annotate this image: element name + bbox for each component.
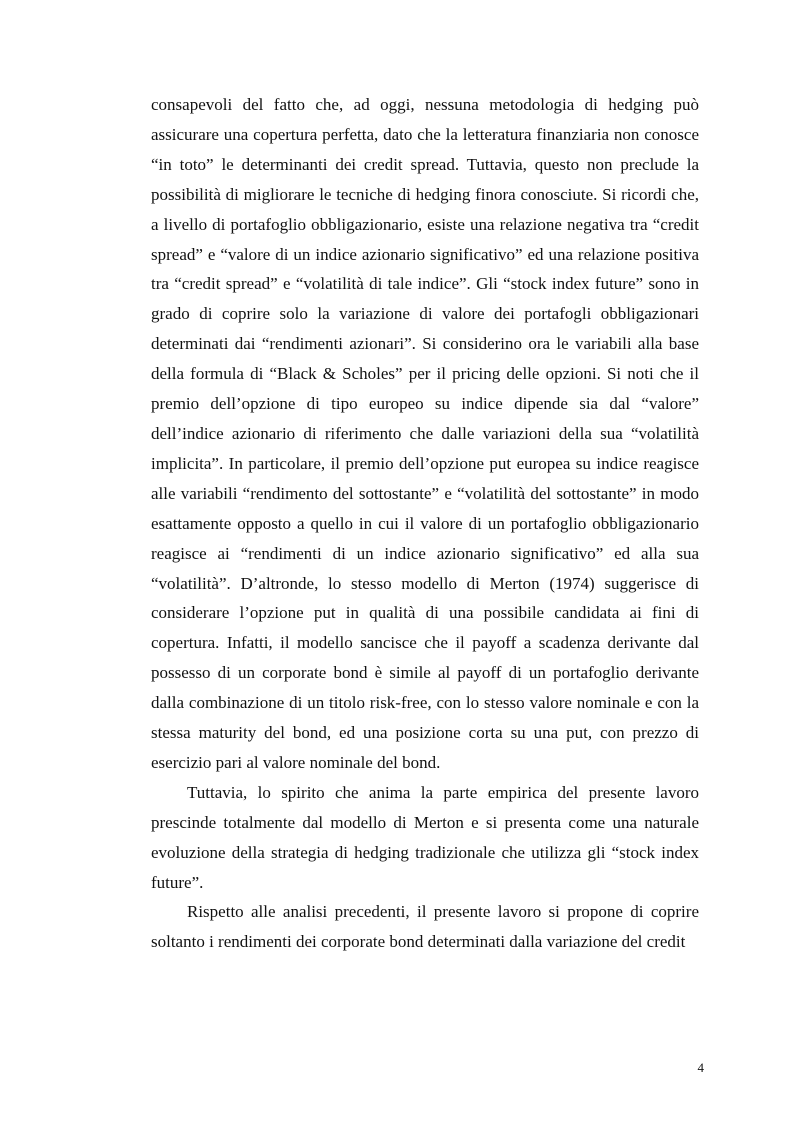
paragraph-3: Rispetto alle analisi precedenti, il presente lavoro si propone di coprire soltanto i rendimenti dei corporate bond determinati dalla variazione del credit: [151, 902, 699, 952]
page-number: 4: [697, 1060, 704, 1075]
paragraph-1: consapevoli del fatto che, ad oggi, nessuna metodologia di hedging può assicurare una copertura perfetta, dato che la letteratura finanziaria non conosce “in toto” le determinanti dei credit spread. Tuttavia, questo non preclude la possibilità di migliorare le tecniche di hedging finora conosciute. Si ricordi che, a livello di portafoglio obbligazionario, esiste una relazione negativa tra “credit spread” e “valore di un indice azionario significativo” ed una relazione positiva tra “credit spread” e “volatilità di tale indice”. Gli “stock index future” sono in grado di coprire solo la variazione di valore dei portafogli obbligazionari determinati dai “rendimenti azionari”. Si considerino ora le variabili alla base della formula di “Black & Scholes” per il pricing delle opzioni. Si noti che il premio dell’opzione di tipo europeo su indice dipende sia dal “valore” dell’indice azionario di riferimento che dalle variazioni della sua “volatilità implicita”. In particolare, il premio dell’opzione put europea su indice reagisce alle variabili “rendimento del sottostante” e “volatilità del sottostante” in modo esattamente opposto a quello in cui il valore di un portafoglio obbligazionario reagisce ai “rendimenti di un indice azionario significativo” ed alla sua “volatilità”. D’altronde, lo stesso modello di Merton (1974) suggerisce di considerare l’opzione put in qualità di una possibile candidata ai fini di copertura. Infatti, il modello sancisce che il payoff a scadenza derivante dal possesso di un corporate bond è simile al payoff di un portafoglio derivante dalla combinazione di un titolo risk-free, con lo stesso valore nominale e con la stessa maturity del bond, ed una posizione corta su una put, con prezzo di esercizio pari al valore nominale del bond.: [151, 95, 699, 772]
body-text: [151, 90, 699, 957]
paragraph-2: Tuttavia, lo spirito che anima la parte empirica del presente lavoro prescinde totalmente dal modello di Merton e si presenta come una naturale evoluzione della strategia di hedging tradizionale che utilizza gli “stock index future”.: [151, 782, 699, 892]
